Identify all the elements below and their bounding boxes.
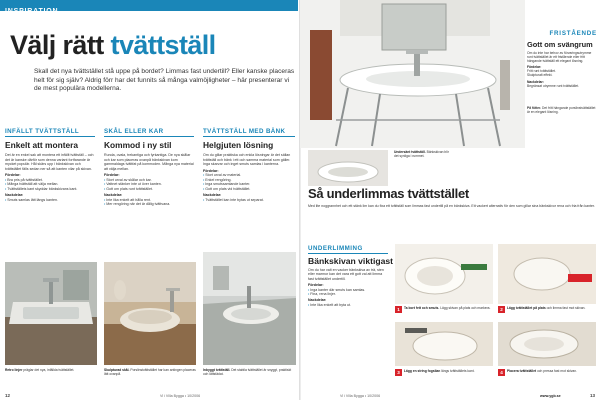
step-1-bold: Ta bort fett och smuts. xyxy=(404,306,440,310)
bank-pro: • Inga kanter där smuts kan samlas. xyxy=(308,288,388,292)
section-label: INSPIRATION xyxy=(5,8,59,15)
caption-2-bold: Skulpturad skål. xyxy=(104,368,130,372)
bank-heading: Bänkskivan viktigast xyxy=(308,256,394,266)
column-1-pro: • Många tvättställ att välja mellan. xyxy=(5,182,95,187)
column-1-pros-label: Fördelar: xyxy=(5,173,21,177)
photo-vessel-bowl xyxy=(104,262,196,365)
bank-text: Om du har valt en vacker bänkskiva av trä, sten eller marmor kan det vara ett gott val att limma fast tvättstället undertill. xyxy=(308,268,384,281)
column-3-pro: • Enkel rengöring. xyxy=(203,178,295,183)
step-2-text: och limma fast mot skivan. xyxy=(546,306,586,310)
step-3-bold: Lägg en string fogsilan xyxy=(404,369,441,373)
photo-undermount xyxy=(308,150,388,186)
photo-step-3 xyxy=(395,322,493,366)
step-4-text: och pressa fast mot skivan. xyxy=(537,369,578,373)
column-3-pro: • Inga smutssamlande kanter. xyxy=(203,182,295,187)
column-3-text: Om du gillar praktiska och enkla lösningar är det sällan tvättställ och bänk i ett och samma material som gäller. Inga skarvar och inget smuts samlas i kanterna. xyxy=(203,153,291,166)
side-label: FRISTÅENDE xyxy=(549,30,597,37)
step-1-number: 1 xyxy=(395,306,402,313)
column-3-pro: • Gott om plats vid tvättstället. xyxy=(203,187,295,192)
column-2-pro: • Vattnet stänker inte ut över kanten. xyxy=(104,182,194,187)
caption-2-text: Porslinstvättstället har kan antingen placeras lätt ovanpå. xyxy=(104,368,196,377)
side-cons-label: Nackdelar: xyxy=(527,79,544,84)
side-heading: Gott om svängrum xyxy=(527,40,593,49)
column-2-pro: • Gott om plats runt tvättstället. xyxy=(104,187,194,192)
page-title xyxy=(10,30,216,61)
column-3-cons-label: Nackdelar: xyxy=(203,193,222,197)
column-2-text: Runda, ovala, trekantiga och fyrkantiga. De nya skålar och kar som placeras ovanpå bänkskivan kom gammaldags tvättfat på kommoden. Många nya material att välja mellan. xyxy=(104,153,194,171)
column-1-pro: • Bra pris på tvättstället. xyxy=(5,178,95,183)
side-pro: Fritt runt tvättstället. xyxy=(527,69,556,74)
bank-cons-label: Nackdelar: xyxy=(308,298,327,303)
step-4 xyxy=(498,369,596,376)
step-2-bold: Lägg tvättstället på plats xyxy=(507,306,546,310)
step-3-number: 3 xyxy=(395,369,402,376)
column-3-con: • Tvättstället kan inte bytas ut separat. xyxy=(203,198,295,203)
column-3-heading: Helgjuten lösning xyxy=(203,140,274,150)
column-2 xyxy=(104,141,194,207)
bank-con: • Inte lika enkelt att byta ut. xyxy=(308,303,388,307)
step-2 xyxy=(498,306,596,313)
column-2-pro: • Stort urval av skålar och kar. xyxy=(104,178,194,183)
page-number-right: 13 xyxy=(589,393,595,398)
step-3 xyxy=(395,369,493,376)
caption-1 xyxy=(5,368,97,372)
column-3 xyxy=(203,141,295,202)
bank-pro: • Fina, rena linjer. xyxy=(308,292,388,296)
title-part1: Välj rätt xyxy=(10,30,111,60)
column-1-heading: Enkelt att montera xyxy=(5,140,79,150)
step-4-number: 4 xyxy=(498,369,505,376)
title-part2: tvättställ xyxy=(110,30,216,60)
side-text: Om du inte har behov av förvaringsutrymme runt tvättstället är ett fristående eller fritt hängande tvättställ ett elegant lösning. xyxy=(527,51,592,64)
column-label-1: INFÄLLT TVÄTTSTÄLL xyxy=(5,128,95,137)
photo-integrated-sink xyxy=(203,252,296,365)
column-1-cons-label: Nackdelar: xyxy=(5,193,24,197)
caption-3-text: Det stabila tvättstället är snyggt, praktiskt och lättstädat. xyxy=(203,368,292,377)
underlimming-label: UNDERLIMMING xyxy=(308,245,388,254)
step-2-number: 2 xyxy=(498,306,505,313)
main-heading: Så underlimmas tvättstället xyxy=(308,186,469,201)
column-2-con: • Inte lika enkelt att hålla rent. xyxy=(104,198,194,203)
caption-1-bold: Retro linjer xyxy=(5,368,23,372)
column-1-text: Det är en enkel sak att montera ett infällt tvättställ – och det är kanske därför som denna variant fortfarande är mycket populär. Hål skärs upp i bänkskivan och tvättstället fälls sedan ner så att kanten vilar på skivan. xyxy=(5,153,94,171)
side-body xyxy=(527,51,597,114)
section-bar xyxy=(0,0,298,15)
column-3-pros-label: Fördelar: xyxy=(203,168,219,173)
undermount-caption-text: Bänkskivan blir det synliga i rummet. xyxy=(394,150,449,159)
ingress-text: Skall det nya tvättstället stå uppe på bordet? Limmas fast undertill? Eller kanske placeras helt för sig själv? Aldrig förr har det funnits så många valmöjligheter – här presenterar vi de mest populära modellerna. xyxy=(34,68,295,93)
website: www.ygb.se xyxy=(540,394,561,398)
side-pros-label: Fördelar: xyxy=(527,65,542,70)
step-1-text: Lägg skivan på plats och markera. xyxy=(440,306,491,310)
caption-3 xyxy=(203,368,296,376)
column-1-pro: • Tvättställets kant skyddar bänkskivans kant. xyxy=(5,187,95,192)
step-1 xyxy=(395,306,493,313)
caption-1-text: präglar det nya, infällda tvättstället. xyxy=(23,368,75,372)
bank-pros-label: Fördelar: xyxy=(308,283,324,288)
side-pro: Skulpturalt effekt. xyxy=(527,73,553,78)
column-1-con: • Smuts samlas lätt längs kanten. xyxy=(5,198,95,203)
bank-body xyxy=(308,268,388,307)
photo-freestanding-sink xyxy=(300,0,525,148)
undermount-caption xyxy=(394,150,454,158)
photo-step-4 xyxy=(498,322,596,366)
caption-2 xyxy=(104,368,196,376)
step-3-text: längs tvättställets kant. xyxy=(441,369,475,373)
footer-right: Vi i Villa Bygga • 10/2006 xyxy=(340,394,381,398)
right-page xyxy=(300,0,600,400)
side-caption: Det fritt hängande porslinstvättstället är en elegant lösning. xyxy=(527,105,596,114)
side-con: Begränsat utrymme runt tvättstället. xyxy=(527,83,580,88)
column-2-pros-label: Fördelar: xyxy=(104,173,120,177)
caption-3-bold: Inbyggt tvättställ. xyxy=(203,368,231,372)
column-label-3: TVÄTTSTÄLL MED BÄNK xyxy=(203,128,295,137)
freestanding-sidebar xyxy=(527,30,597,114)
main-intro: Med lite noggrannhet och ett stänk lim kan du fixa ett tvättställ som limmas fast undertill på en bänkskiva. Ett vackert alternativ för den som gillar sina bänkskivor rena och fria från kanter. xyxy=(308,204,595,208)
column-label-2: SKÅL ELLER KAR xyxy=(104,128,194,137)
photo-step-1 xyxy=(395,244,493,304)
column-2-con: • Mer rengöring när det är dålig tvättvana. xyxy=(104,202,194,207)
footer-left: Vi i Villa Bygga • 10/2006 xyxy=(160,394,201,398)
column-2-heading: Kommod i ny stil xyxy=(104,140,172,150)
undermount-caption-bold: Undersänt tvättställ. xyxy=(394,150,426,154)
column-1 xyxy=(5,141,95,202)
step-4-bold: Placera tvättstället xyxy=(507,369,537,373)
side-caption-bold: På fötter. xyxy=(527,105,542,110)
photo-step-2 xyxy=(498,244,596,304)
column-2-cons-label: Nackdelar: xyxy=(104,193,123,197)
page-number-left: 12 xyxy=(5,393,11,398)
column-3-pro: • Stort urval av material. xyxy=(203,173,295,178)
photo-inset-sink xyxy=(5,262,97,365)
